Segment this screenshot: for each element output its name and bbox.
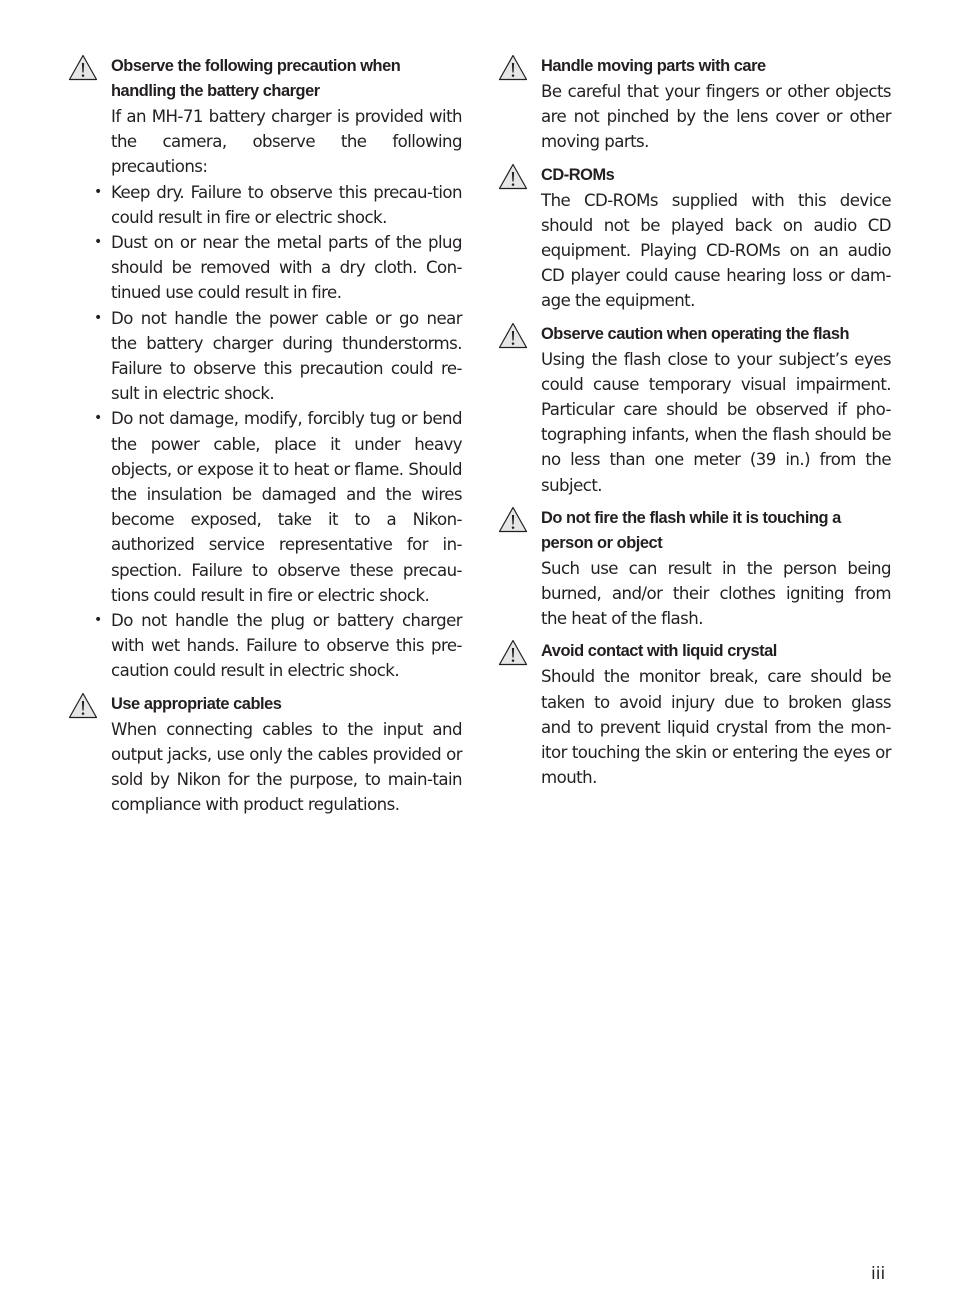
section-heading: Observe the following precaution when handling the battery charger bbox=[111, 57, 401, 100]
section-moving-parts bbox=[498, 54, 891, 155]
left-column bbox=[68, 54, 462, 825]
warning-triangle-icon bbox=[498, 506, 528, 533]
list-item-text: Do not handle the power cable or go near the battery charger during thunderstorms. Failure to observe this precaution could re-sult in electric shock. bbox=[111, 308, 462, 404]
warning-triangle-icon bbox=[498, 163, 528, 190]
precaution-list bbox=[94, 180, 462, 684]
section-text: Such use can result in the person being burned, and/or their clothes igniting from the heat of the flash. bbox=[541, 558, 891, 629]
section-text: Should the monitor break, care should be taken to avoid injury due to broken glass and to prevent liquid crystal from the mon-itor touching the skin or entering the eyes or mouth. bbox=[541, 667, 891, 788]
section-liquid-crystal bbox=[498, 639, 891, 790]
section-heading: Avoid contact with liquid crystal bbox=[541, 642, 777, 661]
section-cd-roms bbox=[498, 163, 891, 314]
list-item bbox=[94, 608, 462, 684]
section-intro: If an MH-71 battery charger is provided with the camera, observe the following precautions: bbox=[111, 107, 462, 177]
warning-triangle-icon bbox=[498, 54, 528, 81]
list-item bbox=[94, 230, 462, 306]
section-text: When connecting cables to the input and output jacks, use only the cables provided or sold by Nikon for the purpose, to main-tain compliance with product regulations. bbox=[111, 719, 462, 815]
section-heading: Use appropriate cables bbox=[111, 694, 282, 713]
list-item bbox=[94, 306, 462, 407]
list-item bbox=[94, 406, 462, 608]
bullet-dot-icon: • bbox=[94, 234, 102, 251]
section-heading: Handle moving parts with care bbox=[541, 57, 766, 75]
list-item-text: Keep dry. Failure to observe this precau-tion could result in fire or electric shock. bbox=[111, 182, 462, 227]
page-number: iii bbox=[871, 1264, 886, 1284]
list-item bbox=[94, 180, 462, 230]
list-item-text: Dust on or near the metal parts of the plug should be removed with a dry cloth. Con-tinued use could result in fire. bbox=[111, 233, 462, 303]
section-text: The CD-ROMs supplied with this device should not be played back on audio CD equipment. Playing CD-ROMs on an audio CD player could cause hearing loss or dam-age the equipment. bbox=[541, 190, 891, 311]
section-flash-touch bbox=[498, 506, 891, 632]
warning-triangle-icon bbox=[498, 639, 528, 666]
right-column bbox=[498, 54, 891, 798]
warning-triangle-icon bbox=[68, 692, 98, 719]
warning-triangle-icon bbox=[68, 54, 98, 81]
section-text: Be careful that your fingers or other objects are not pinched by the lens cover or other moving parts. bbox=[541, 82, 891, 152]
list-item-text: Do not damage, modify, forcibly tug or bend the power cable, place it under heavy objects, or expose it to heat or flame. Should the insulation be damaged and the wires become exposed, take it to a Nikon-authorized service representative for in-spection. Failure to observe these precau-tions could result in fire or electric shock. bbox=[111, 409, 462, 605]
section-heading: Do not fire the flash while it is touching a person or object bbox=[541, 508, 841, 552]
warning-triangle-icon bbox=[498, 322, 528, 349]
section-flash-caution bbox=[498, 322, 891, 498]
bullet-dot-icon: • bbox=[94, 612, 102, 629]
section-text: Using the flash close to your subject’s eyes could cause temporary visual impairment. Particular care should be observed if pho-tographing infants, when the flash should be no less than one meter (39 in.) from the subject. bbox=[541, 349, 891, 495]
bullet-dot-icon: • bbox=[94, 183, 102, 200]
section-heading: Observe caution when operating the flash bbox=[541, 324, 850, 343]
section-cables bbox=[68, 692, 462, 818]
bullet-dot-icon: • bbox=[94, 309, 102, 326]
section-battery-charger bbox=[68, 54, 462, 684]
bullet-dot-icon: • bbox=[94, 410, 102, 427]
section-heading: CD-ROMs bbox=[541, 165, 615, 184]
list-item-text: Do not handle the plug or battery charger with wet hands. Failure to observe this pre-caution could result in electric shock. bbox=[111, 611, 462, 681]
